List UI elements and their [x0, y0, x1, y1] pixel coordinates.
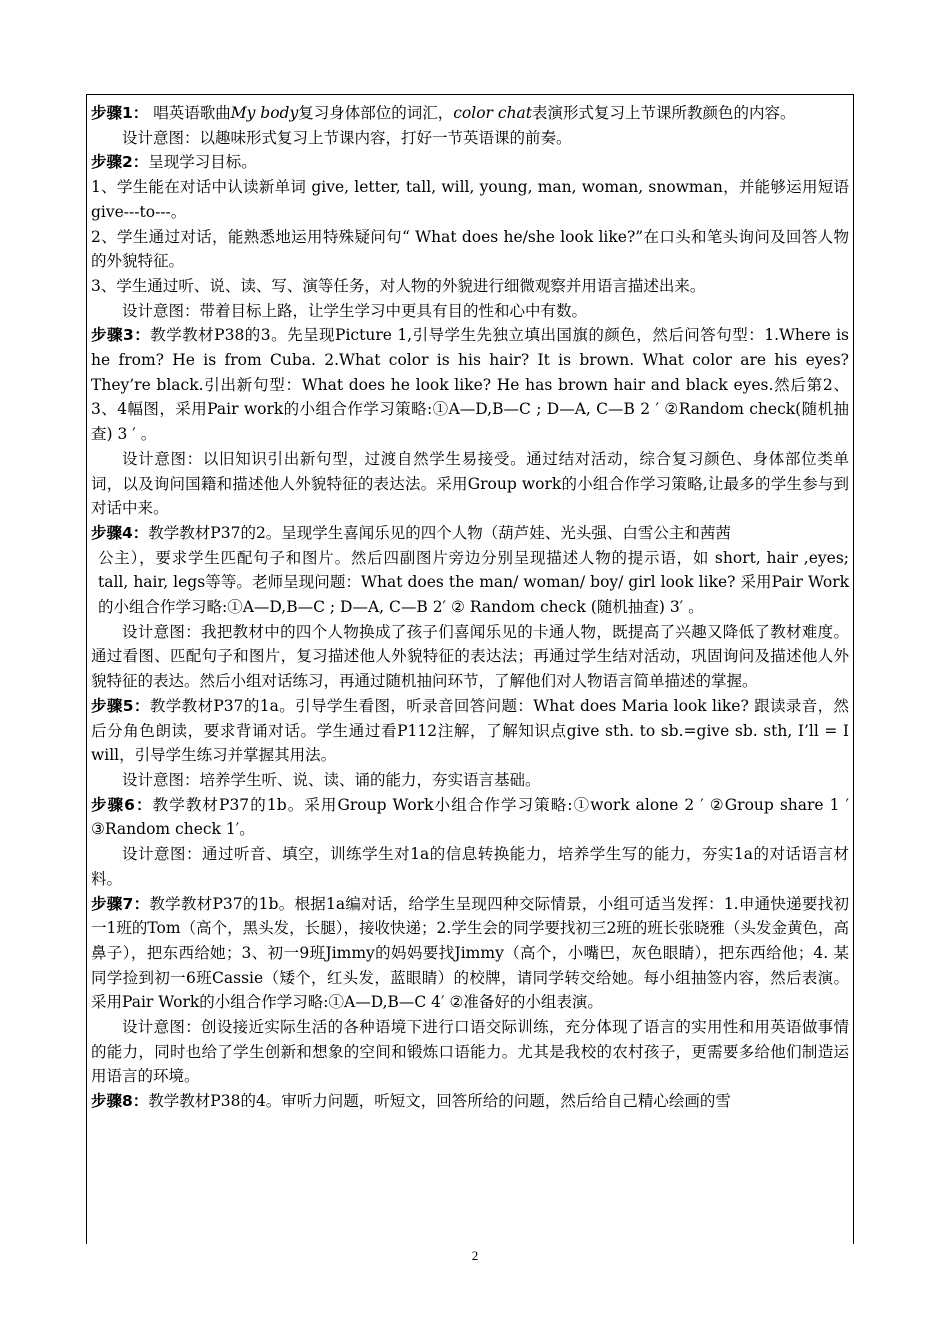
- lesson-steps-content: [87, 95, 853, 1114]
- step-3: 步骤3：教学教材P38的3。先呈现Picture 1,引导学生先独立填出国旗的颜色，然后问答句型：1.Where is he from? He is from Cuba. 2.What color is his hair? It is brown. What color are his eyes? They’re black.引出新句型：What does he look like? He has brown hair and black eyes.然后第2、3、4幅图，采用Pair work的小组合作学习策略:①A—D,B—C ; D—A, C—B 2 ′ ②Random check(随机抽查) 3 ′ 。: [91, 326, 849, 444]
- step-1: 步骤1： 唱英语歌曲My body复习身体部位的词汇，color chat表演形式复习上节课所教颜色的内容。: [91, 104, 796, 122]
- design-intent: 设计意图：创设接近实际生活的各种语境下进行口语交际训练，充分体现了语言的实用性和用英语做事情的能力，同时也给了学生创新和想象的空间和锻炼口语能力。尤其是我校的农村孩子，更需要多给他们制造运用语言的环境。: [91, 1018, 849, 1086]
- step-label: 步骤2：: [91, 153, 149, 172]
- step-8: 步骤8：教学教材P38的4。审听力问题，听短文，回答所给的问题，然后给自己精心绘画的雪: [91, 1092, 731, 1111]
- page-number: 2: [471, 1248, 479, 1263]
- activity-name: color chat: [453, 104, 533, 122]
- design-intent: 设计意图：以旧知识引出新句型，过渡自然学生易接受。通过结对活动，综合复习颜色、身体部位类单词，以及询问国籍和描述他人外貌特征的表达法。采用Group work的小组合作学习策略,让最多的学生参与到对话中来。: [91, 449, 849, 518]
- learning-goal-3: 3、学生通过听、说、读、写、演等任务，对人物的外貌进行细微观察并用语言描述出来。: [91, 276, 706, 295]
- learning-goal-2: 2、学生通过对话，能熟悉地运用特殊疑问句“ What does he/she look like?”在口头和笔头询问及回答人物的外貌特征。: [91, 227, 849, 271]
- step-7: 步骤7：教学教材P37的1b。根据1a编对话，给学生呈现四种交际情景，小组可适当发挥：1.申通快递要找初一1班的Tom（高个，黑头发，长腿），接收快递；2.学生会的同学要找初三2班的班长张晓雅（头发金黄色，高鼻子），把东西给她；3、初一9班Jimmy的妈妈要找Jimmy（高个，小嘴巴，灰色眼睛），把东西给他；4. 某同学捡到初一6班Cassie（矮个，红头发，蓝眼睛）的校牌，请同学转交给她。每小组抽签内容，然后表演。采用Pair Work的小组合作学习略:①A—D,B—C 4′ ②准备好的小组表演。: [91, 894, 849, 1012]
- design-intent: 设计意图：通过听音、填空，训练学生对1a的信息转换能力，培养学生写的能力，夯实1a的对话语言材料。: [91, 845, 849, 888]
- design-intent: 设计意图：以趣味形式复习上节课内容，打好一节英语课的前奏。: [122, 128, 572, 147]
- step-label: 步骤3：: [91, 326, 151, 345]
- step-label: 步骤4：: [91, 523, 149, 542]
- step-5: 步骤5：教学教材P37的1a。引导学生看图，听录音回答问题：What does Maria look like? 跟读录音，然后分角色朗读，要求背诵对话。学生通过看P112注解，了解知识点give sth. to sb.=give sb. sth, I’ll = I will，引导学生练习并掌握其用法。: [91, 696, 849, 765]
- step-label: 步骤6：: [91, 795, 153, 814]
- design-intent: 设计意图：带着目标上路，让学生学习中更具有目的性和心中有数。: [122, 301, 588, 320]
- learning-goal-1: 1、学生能在对话中认读新单词 give, letter, tall, will, young, man, woman, snowman，并能够运用短语give---to---。: [91, 178, 849, 221]
- design-intent: 设计意图：我把教材中的四个人物换成了孩子们喜闻乐见的卡通人物，既提高了兴趣又降低了教材难度。通过看图、匹配句子和图片，复习描述他人外貌特征的表达法；再通过学生结对活动，巩固询问及描述他人外貌特征的表达。然后小组对话练习，再通过随机抽问环节，了解他们对人物语言简单描述的掌握。: [91, 622, 849, 691]
- step-6: 步骤6：教学教材P37的1b。采用Group Work小组合作学习策略:①work alone 2 ′ ②Group share 1 ′ ③Random check 1′。: [91, 795, 849, 839]
- step-2: 步骤2：呈现学习目标。: [91, 153, 257, 172]
- song-title: My body: [230, 104, 299, 122]
- step-label: 步骤8：: [91, 1092, 149, 1111]
- step-label: 步骤1：: [91, 104, 149, 122]
- design-intent: 设计意图：培养学生听、说、读、诵的能力，夯实语言基础。: [122, 770, 541, 789]
- step-label: 步骤5：: [91, 696, 150, 715]
- lesson-steps-table-cell: [86, 94, 854, 1244]
- step-4-continued: 公主），要求学生匹配句子和图片。然后四副图片旁边分别呈现描述人物的提示语，如 short, hair ,eyes; tall, hair, legs等等。老师呈现问题：What does the man/ woman/ boy/ girl look like? 采用Pair Work的小组合作学习略:①A—D,B—C ; D—A, C—B 2′ ② Random check (随机抽查) 3′ 。: [98, 548, 849, 617]
- step-label: 步骤7：: [91, 894, 150, 913]
- step-4: 步骤4：教学教材P37的2。呈现学生喜闻乐见的四个人物（葫芦娃、光头强、白雪公主和茜茜: [91, 523, 731, 542]
